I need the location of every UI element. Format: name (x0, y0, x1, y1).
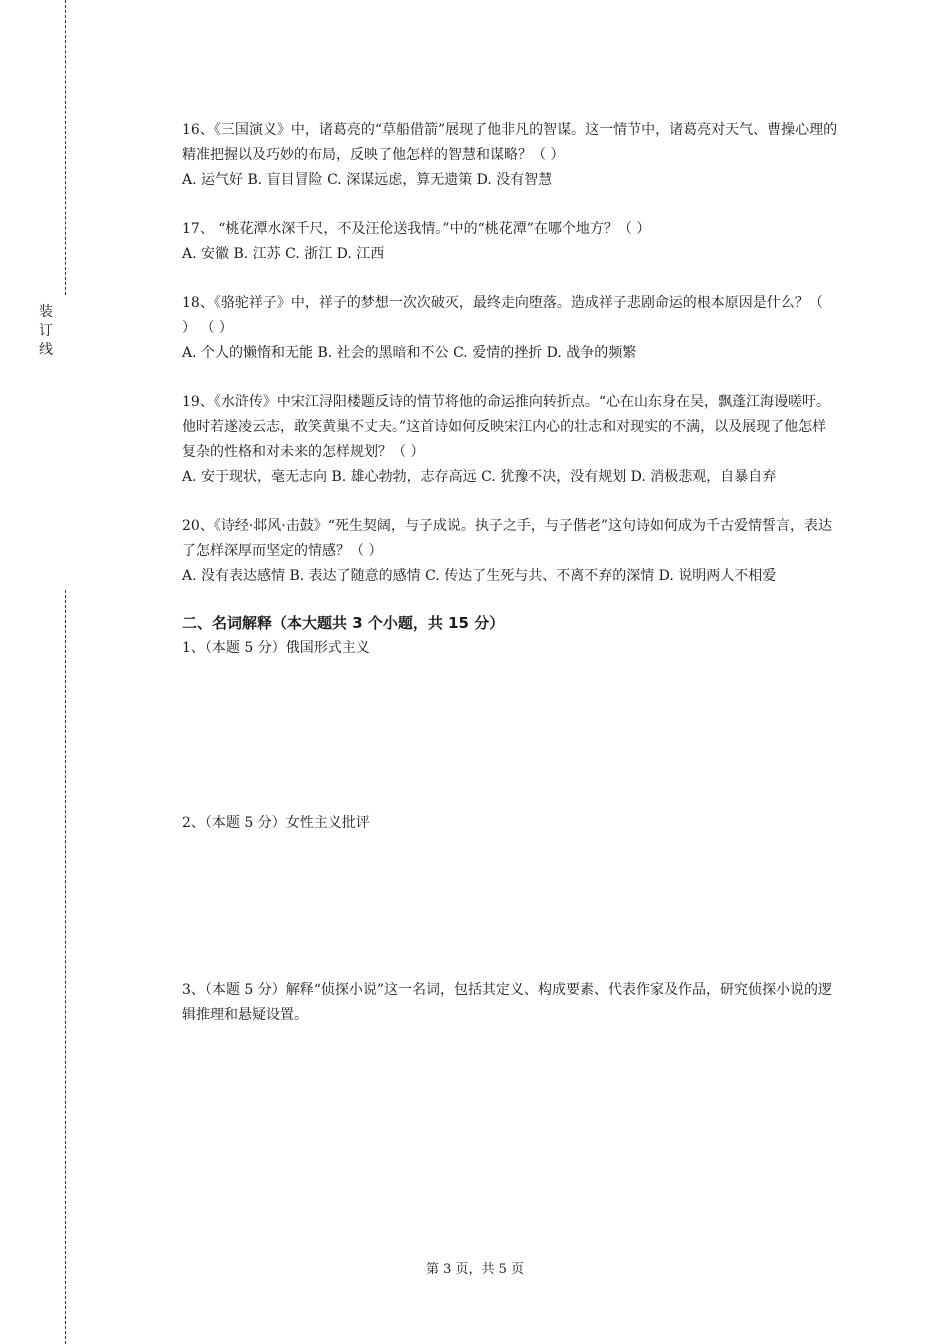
binding-label: 装订线 (39, 304, 53, 358)
question-stem: 19、《水浒传》中宋江浔阳楼题反诗的情节将他的命运推向转折点。“心在山东身在吴，飘蓬江海谩嗟吁。他时若遂凌云志，敢笑黄巢不丈夫。”这首诗如何反映宋江内心的壮志和对现实的不满，以及展现了他怎样复杂的性格和对未来的怎样规划？（ ） (182, 394, 830, 460)
question-options: A. 运气好 B. 盲目冒险 C. 深谋远虑，算无遗策 D. 没有智慧 (182, 172, 553, 188)
question-stem: 20、《诗经·邶风·击鼓》“死生契阔，与子成说。执子之手，与子偕老”这句诗如何成为千古爱情誓言，表达了怎样深厚而坚定的情感？（ ） (182, 518, 833, 559)
question-stem: 16、《三国演义》中，诸葛亮的“草船借箭”展现了他非凡的智谋。这一情节中，诸葛亮对天气、曹操心理的精准把握以及巧妙的布局，反映了他怎样的智慧和谋略？（ ） (182, 122, 838, 163)
exam-content (182, 118, 838, 1028)
section-title: 二、名词解释（本大题共 3 个小题，共 15 分） (182, 614, 505, 632)
question-17 (182, 217, 838, 267)
question-19 (182, 390, 838, 490)
term-item-2: 2、（本题 5 分）女性主义批评 (182, 815, 370, 831)
question-20 (182, 514, 838, 589)
binding-line-bottom (65, 590, 66, 1344)
term-item-3: 3、（本题 5 分）解释“侦探小说”这一名词，包括其定义、构成要素、代表作家及作品，研究侦探小说的逻辑推理和悬疑设置。 (182, 982, 833, 1023)
question-options: A. 安徽 B. 江苏 C. 浙江 D. 江西 (182, 246, 385, 262)
question-18 (182, 291, 838, 366)
answer-space (182, 661, 838, 811)
page-number: 第 3 页，共 5 页 (425, 1262, 525, 1277)
question-stem: 18、《骆驼祥子》中，祥子的梦想一次次破灭，最终走向堕落。造成祥子悲剧命运的根本原因是什么？（ ） （ ） (182, 295, 823, 336)
answer-space (182, 836, 838, 978)
term-item-1: 1、（本题 5 分）俄国形式主义 (182, 640, 370, 656)
binding-line-top (65, 0, 66, 295)
question-options: A. 没有表达感情 B. 表达了随意的感情 C. 传达了生死与共、不离不弃的深情 D. 说明两人不相爱 (182, 568, 777, 584)
question-16 (182, 118, 838, 193)
question-options: A. 个人的懒惰和无能 B. 社会的黑暗和不公 C. 爱情的挫折 D. 战争的频繁 (182, 345, 637, 361)
question-options: A. 安于现状，毫无志向 B. 雄心勃勃，志存高远 C. 犹豫不决，没有规划 D. 消极悲观，自暴自弃 (182, 469, 777, 485)
question-stem: 17、 “桃花潭水深千尺，不及汪伦送我情。”中的“桃花潭”在哪个地方？（ ） (182, 221, 651, 237)
